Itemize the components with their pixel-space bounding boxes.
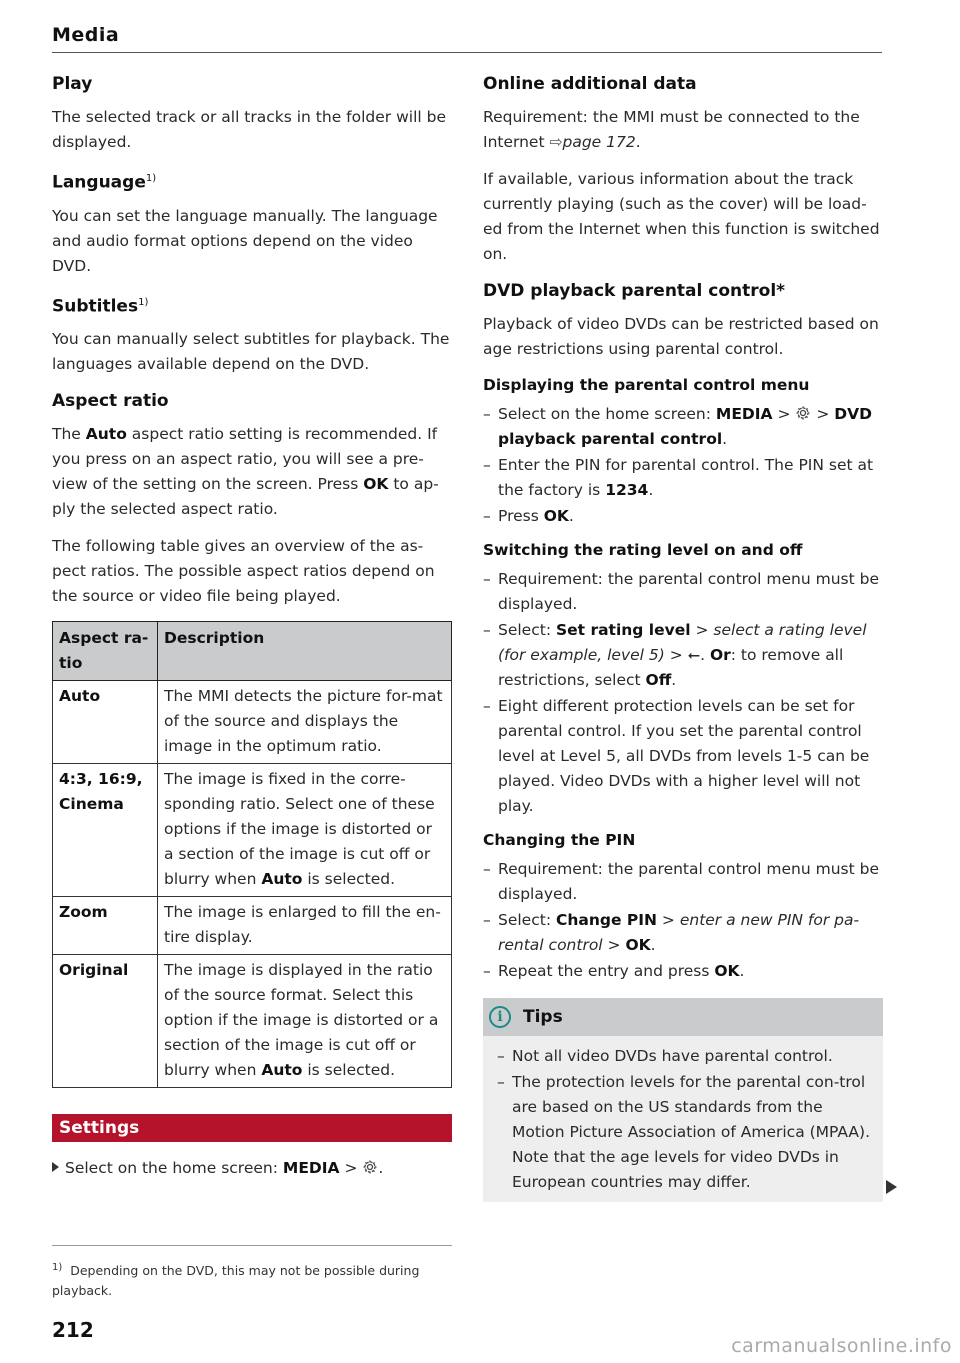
list-item: – Not all video DVDs have parental control.	[497, 1047, 833, 1065]
table-cell-key: Original	[53, 955, 158, 1088]
footnote-ref: 1)	[145, 173, 157, 184]
list-item: – Select: Set rating level > select a rating level (for example, level 5) > ⭠. Or: to remove all restrictions, select Off.	[483, 621, 867, 689]
list-item: – Repeat the entry and press OK.	[483, 962, 745, 980]
table-cell-description: The image is fixed in the corre-sponding ratio. Select one of these options if the image is distorted or a section of the image is cut off or blurry when Auto is selected.	[158, 764, 452, 897]
table-row	[53, 955, 452, 1088]
settings-section-heading: Settings	[52, 1114, 452, 1142]
aspect-ratio-table	[52, 621, 452, 1088]
online-data-heading: Online additional data	[483, 74, 697, 94]
page-number: 212	[52, 1318, 94, 1342]
settings-instruction: Select on the home screen: MEDIA > .	[52, 1156, 452, 1181]
list-item: – Requirement: the parental control menu must be displayed.	[483, 570, 879, 613]
footnote-mark: 1)	[52, 1262, 63, 1273]
footnote-ref: 1)	[138, 296, 149, 308]
table-cell-description: The image is displayed in the ratio of the source format. Select this option if the image is distorted or a section of the image is cut off or blurry when Auto is selected.	[158, 955, 452, 1088]
header-divider	[52, 52, 882, 53]
gear-icon	[362, 1159, 378, 1175]
continue-arrow-icon	[886, 1180, 897, 1194]
table-header-row	[53, 622, 452, 681]
footnote	[52, 1258, 452, 1301]
subtitles-heading-label: Subtitles	[52, 296, 139, 317]
list-item: – Eight different protection levels can be set for parental control. If you set the parental control level at Level 5, all DVDs from levels 1-5 can be played. Video DVDs with a higher level will not play.	[483, 697, 870, 815]
page-header-title: Media	[52, 24, 120, 46]
dvd-parental-heading: DVD playback parental control*	[483, 281, 786, 301]
tips-header	[483, 998, 883, 1036]
language-text: You can set the language manually. The language and audio format options depend on the video DVD.	[52, 206, 438, 275]
table-cell-description: The MMI detects the picture for-mat of the source and displays the image in the optimum ratio.	[158, 681, 452, 764]
page-ref-link[interactable]: page 172	[562, 133, 636, 151]
table-cell-key: 4:3, 16:9, Cinema	[53, 764, 158, 897]
gear-icon	[795, 405, 811, 421]
right-column	[483, 72, 883, 1202]
language-heading	[52, 167, 452, 195]
table-row	[53, 764, 452, 897]
back-icon: ⭠	[687, 646, 701, 664]
footnote-text: Depending on the DVD, this may not be possible during playback.	[52, 1263, 420, 1299]
play-text: The selected track or all tracks in the folder will be displayed.	[52, 108, 446, 151]
list-item: – Select on the home screen: MEDIA > > DVD playback parental control.	[483, 405, 872, 448]
play-heading: Play	[52, 74, 93, 94]
list-item: – Enter the PIN for parental control. The PIN set at the factory is 1234.	[483, 456, 874, 499]
footnote-divider	[52, 1245, 452, 1246]
aspect-ratio-table-intro: The following table gives an overview of the as-pect ratios. The possible aspect ratios depend on the source or video file being played.	[52, 537, 435, 606]
subtitles-text: You can manually select subtitles for playback. The languages available depend on the DVD.	[52, 330, 450, 374]
tips-heading: Tips	[523, 1007, 563, 1027]
aspect-ratio-text: The Auto aspect ratio setting is recommended. If you press on an aspect ratio, you will see a pre-view of the setting on the screen. Press OK to ap-ply the selected aspect ratio.	[52, 425, 439, 519]
table-header-description: Description	[158, 622, 452, 681]
table-row	[53, 681, 452, 764]
list-item: – The protection levels for the parental con-trol are based on the US standards from the Motion Picture Association of America (MPAA). Note that the age levels for video DVDs in European countries may differ.	[497, 1073, 871, 1191]
list-item: – Select: Change PIN > enter a new PIN for pa-rental control > OK.	[483, 911, 860, 954]
switching-rating-heading: Switching the rating level on and off	[483, 541, 803, 559]
dvd-parental-text: Playback of video DVDs can be restricted based on age restrictions using parental control.	[483, 315, 879, 358]
table-cell-key: Auto	[53, 681, 158, 764]
table-row	[53, 897, 452, 955]
tips-box	[483, 998, 883, 1202]
watermark: carmanualsonline.info	[731, 1335, 952, 1357]
info-icon: i	[489, 1006, 511, 1028]
page-ref-arrow-icon: ⇨	[549, 133, 563, 151]
list-item: – Press OK.	[483, 507, 574, 525]
display-menu-heading: Displaying the parental control menu	[483, 376, 810, 394]
changing-pin-steps	[483, 857, 883, 984]
display-menu-steps	[483, 402, 883, 529]
online-data-text: If available, various information about the track currently playing (such as the cover) will be load-ed from the Internet when this function is switched on.	[483, 170, 880, 263]
subtitles-heading	[52, 291, 452, 319]
step-arrow-icon	[52, 1162, 59, 1172]
changing-pin-heading: Changing the PIN	[483, 831, 636, 849]
online-data-requirement: Requirement: the MMI must be connected to the Internet ⇨page 172.	[483, 108, 860, 151]
table-cell-description: The image is enlarged to fill the en-tire display.	[158, 897, 452, 955]
tips-body	[483, 1036, 883, 1202]
table-header-aspect: Aspect ra-tio	[53, 622, 158, 681]
tips-list	[497, 1044, 871, 1195]
language-heading-label: Language	[52, 172, 146, 193]
left-column	[52, 72, 452, 1193]
aspect-ratio-heading: Aspect ratio	[52, 391, 169, 412]
switching-rating-steps	[483, 567, 883, 819]
list-item: – Requirement: the parental control menu must be displayed.	[483, 860, 879, 903]
table-cell-key: Zoom	[53, 897, 158, 955]
